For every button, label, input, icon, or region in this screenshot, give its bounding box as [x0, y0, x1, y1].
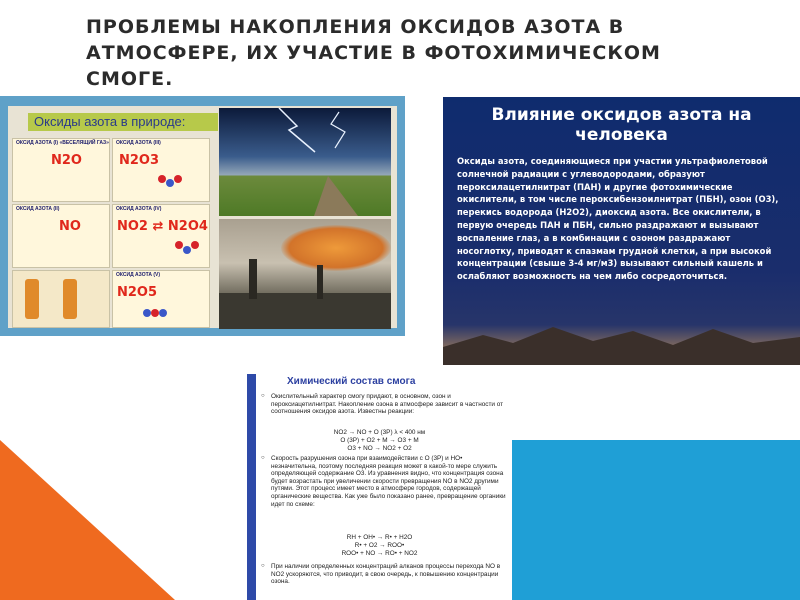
smog-paragraph: ○ Скорость разрушения озона при взаимодействии с O (3P) и HO• незначительна, поэтому последняя реакция может в какой-то мере служить определяющей содержание O3. Из уравнения видно, что концентрация озона будет возрастать при увеличении скорости превращения NO в NO2 другими путями. Этот процесс имеет место в атмосфере городов, содержащей органические вещества. Как уже было показано ранее, превращение органики идет по схеме: [261, 455, 506, 508]
smog-paragraph: ○ При наличии определенных концентраций алканов процессы перехода NO в NO2 ускоряются, что приводит, в свою очередь, к повышению концентрации озона. [261, 563, 501, 586]
oxide-formula: N2O5 [117, 285, 158, 300]
flask-illustration [12, 270, 110, 328]
oxide-cell-iii [112, 138, 210, 202]
oxide-cell-label: ОКСИД АЗОТА (V) [116, 272, 161, 278]
lightning-icon [219, 108, 391, 178]
oxide-formula: N2O3 [119, 153, 160, 168]
bullet-icon: ○ [261, 393, 265, 399]
human-impact-body: Оксиды азота, соединяющиеся при участии ультрафиолетовой солнечной радиации с углеводородами, образуют пероксилацетилнитрат (ПАН) и другие фотохимические окислители, в том числе пероксибензоилнитрат (ПБН), озон (О3), перекись водорода (Н2О2), диоксид азота. Все окислители, в первую очередь ПАН и ПБН, сильно раздражают и вызывают воспаление глаз, а в комбинации с озоном раздражают носоглотку, приводят к спазмам грудной клетки, а при высокой концентрации (свыше 3-4 мг/м3) вызывают сильный кашель и ослабляют возможность на чем либо сосредоточиться. [457, 156, 779, 282]
factory-icon [219, 293, 391, 329]
reaction-equation: NO2 → NO + O (3P) λ < 400 нм [333, 429, 426, 436]
reaction-equation: RH + OH• → R• + H2O [346, 534, 413, 541]
oxide-cell-i [12, 138, 110, 202]
oxide-formula: NO2 ⇄ N2O4 [117, 219, 208, 234]
reaction-equation: O3 + NO → NO2 + O2 [347, 445, 412, 452]
oxide-cell-iv [112, 204, 210, 268]
factory-smoke-photo [219, 219, 391, 329]
oxide-cell-label: ОКСИД АЗОТА (I) «ВЕСЕЛЯЩИЙ ГАЗ» [16, 140, 109, 146]
oxide-formula: N2O [51, 153, 82, 168]
bullet-icon: ○ [261, 563, 265, 569]
flask-icon [25, 279, 39, 319]
infographic-header: Оксиды азота в природе: [28, 113, 218, 131]
oxide-cell-label: ОКСИД АЗОТА (IV) [116, 206, 162, 212]
panel-accent-bar [247, 374, 256, 600]
blue-corner-shape [500, 440, 800, 600]
bullet-icon: ○ [261, 455, 265, 461]
reaction-equation: ROO• + NO → RO• + NO2 [341, 550, 418, 557]
lightning-field-photo [219, 108, 391, 216]
oxide-cell-label: ОКСИД АЗОТА (III) [116, 140, 161, 146]
chimney-icon [317, 265, 323, 299]
oxide-cell-label: ОКСИД АЗОТА (II) [16, 206, 60, 212]
smog-chemistry-panel [247, 374, 512, 600]
oxide-cell-ii [12, 204, 110, 268]
human-impact-panel [443, 97, 800, 365]
smoke-plume-icon [281, 225, 391, 271]
road-icon [314, 176, 358, 216]
orange-corner-shape [0, 440, 175, 600]
reaction-equation: O (3P) + O2 + M → O3 + M [340, 437, 419, 444]
slide-title: ПРОБЛЕМЫ НАКОПЛЕНИЯ ОКСИДОВ АЗОТА В АТМОСФЕРЕ, ИХ УЧАСТИЕ В ФОТОХИМИЧЕСКОМ СМОГЕ. [86, 16, 661, 90]
smog-paragraph: ○ Окислительный характер смогу придают, в основном, озон и пероксиацетилнитрат. Накопление озона в атмосфере зависит в частности от соотношения оксидов азота. Известны реакции: [261, 393, 504, 416]
chimney-icon [249, 259, 257, 299]
flask-icon [63, 279, 77, 319]
smog-chemistry-title: Химический состав смога [287, 376, 416, 387]
oxide-formula: NO [59, 219, 81, 234]
oxide-cell-v [112, 270, 210, 328]
mountains-icon [443, 317, 800, 365]
human-impact-title: Влияние оксидов азота на человека [491, 105, 752, 145]
reaction-equation: R• + O2 → ROO• [354, 542, 405, 549]
